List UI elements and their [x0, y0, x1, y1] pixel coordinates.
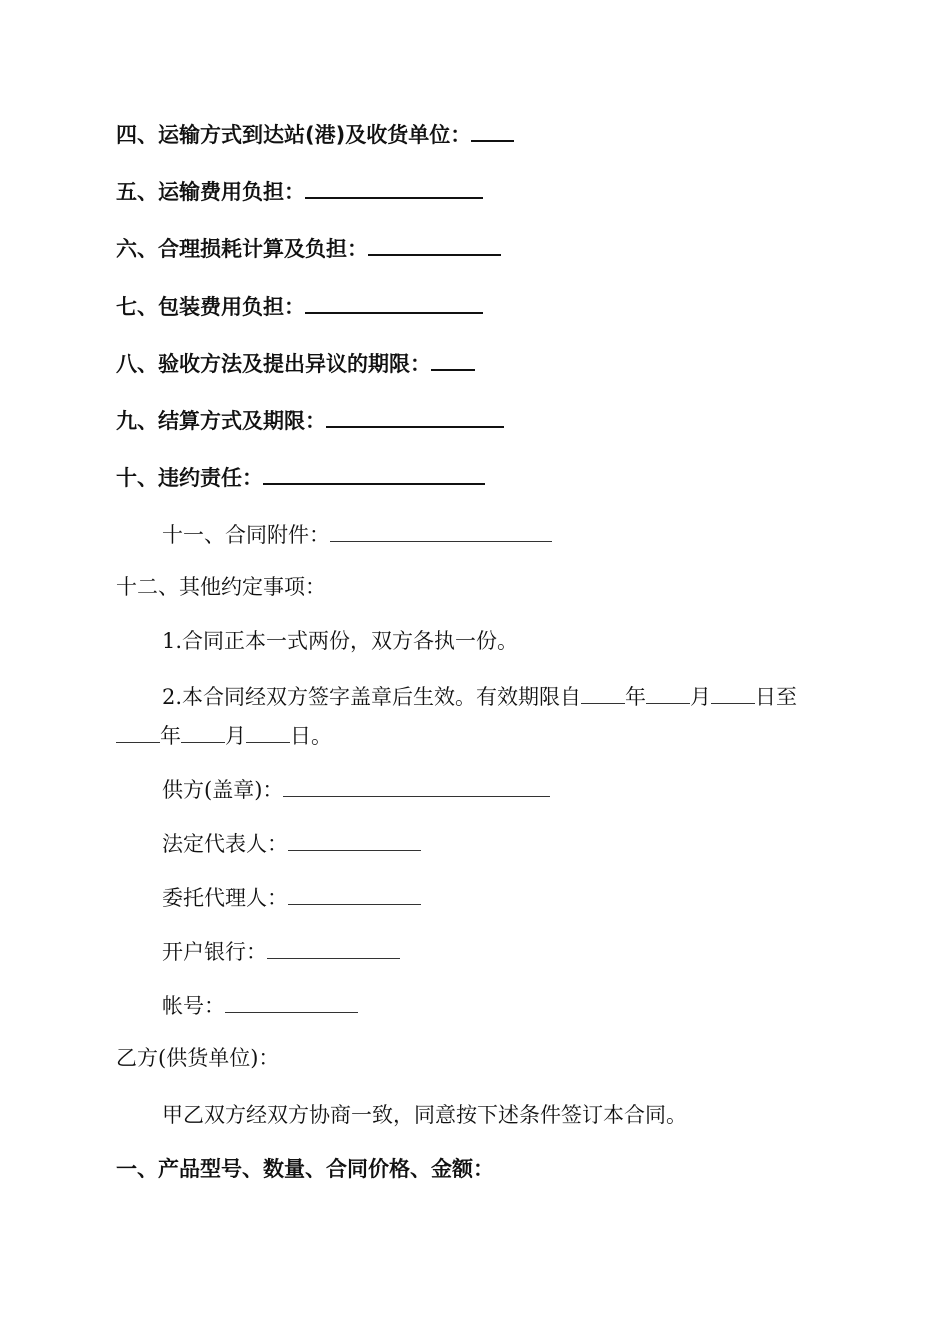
clause-6-label: 六、合理损耗计算及负担：	[116, 237, 368, 261]
clause-7-blank[interactable]	[305, 290, 483, 314]
intro-text: 甲乙双方经双方协商一致，同意按下述条件签订本合同。	[162, 1103, 687, 1127]
legal-rep-blank[interactable]	[288, 828, 421, 851]
item-2-text: 2.本合同经双方签字盖章后生效。有效期限自	[162, 685, 582, 709]
day-to-label: 日至	[755, 685, 798, 709]
clause-6-blank[interactable]	[368, 232, 501, 256]
month2-label: 月	[225, 724, 246, 748]
start-year-blank[interactable]	[581, 681, 625, 704]
item-2-line-1	[162, 681, 797, 711]
clause-8-blank[interactable]	[431, 347, 475, 371]
clause-10	[116, 461, 485, 492]
item-1	[162, 627, 518, 655]
intro-paragraph	[162, 1101, 687, 1129]
end-month-blank[interactable]	[181, 720, 225, 743]
clause-4	[116, 118, 514, 149]
year2-label: 年	[160, 724, 181, 748]
clause-9	[116, 404, 504, 435]
account-blank[interactable]	[225, 990, 358, 1013]
party-b	[116, 1044, 279, 1072]
clause-11-blank[interactable]	[330, 519, 552, 542]
agent-blank[interactable]	[288, 882, 421, 905]
agent	[162, 882, 421, 912]
clause-12	[116, 573, 326, 601]
clause-9-label: 九、结算方式及期限：	[116, 409, 326, 433]
item-1-text: 1.合同正本一式两份，双方各执一份。	[162, 629, 519, 653]
clause-9-blank[interactable]	[326, 404, 504, 428]
clause-10-label: 十、违约责任：	[116, 466, 263, 490]
bank-label: 开户银行：	[162, 940, 267, 964]
agent-label: 委托代理人：	[162, 886, 288, 910]
party-b-label: 乙方(供货单位)：	[116, 1046, 280, 1070]
bank	[162, 936, 400, 966]
legal-rep-label: 法定代表人：	[162, 832, 288, 856]
clause-8-label: 八、验收方法及提出异议的期限：	[116, 352, 431, 376]
item-2-line-2	[116, 720, 332, 750]
clause-5-label: 五、运输费用负担：	[116, 180, 305, 204]
supplier-seal-label: 供方(盖章)：	[162, 778, 284, 802]
clause-1-label: 一、产品型号、数量、合同价格、金额：	[116, 1157, 494, 1181]
end-year-blank[interactable]	[116, 720, 160, 743]
start-month-blank[interactable]	[646, 681, 690, 704]
day-end-label: 日。	[290, 724, 332, 748]
clause-7	[116, 290, 483, 321]
clause-5-blank[interactable]	[305, 175, 483, 199]
clause-7-label: 七、包装费用负担：	[116, 295, 305, 319]
month-label: 月	[690, 685, 712, 709]
year-label: 年	[625, 685, 647, 709]
bank-blank[interactable]	[267, 936, 400, 959]
clause-8	[116, 347, 475, 378]
clause-11-label: 十一、合同附件：	[162, 523, 330, 547]
account-label: 帐号：	[162, 994, 225, 1018]
legal-rep	[162, 828, 421, 858]
clause-4-label: 四、运输方式到达站(港)及收货单位：	[116, 123, 472, 147]
supplier-seal-blank[interactable]	[283, 774, 550, 797]
clause-4-blank[interactable]	[471, 118, 514, 142]
end-day-blank[interactable]	[246, 720, 290, 743]
clause-10-blank[interactable]	[263, 461, 485, 485]
clause-11	[162, 519, 552, 549]
account	[162, 990, 358, 1020]
clause-1	[116, 1155, 494, 1183]
clause-6	[116, 232, 501, 263]
clause-12-label: 十二、其他约定事项：	[116, 575, 326, 599]
supplier-seal	[162, 774, 550, 804]
clause-5	[116, 175, 483, 206]
start-day-blank[interactable]	[711, 681, 755, 704]
